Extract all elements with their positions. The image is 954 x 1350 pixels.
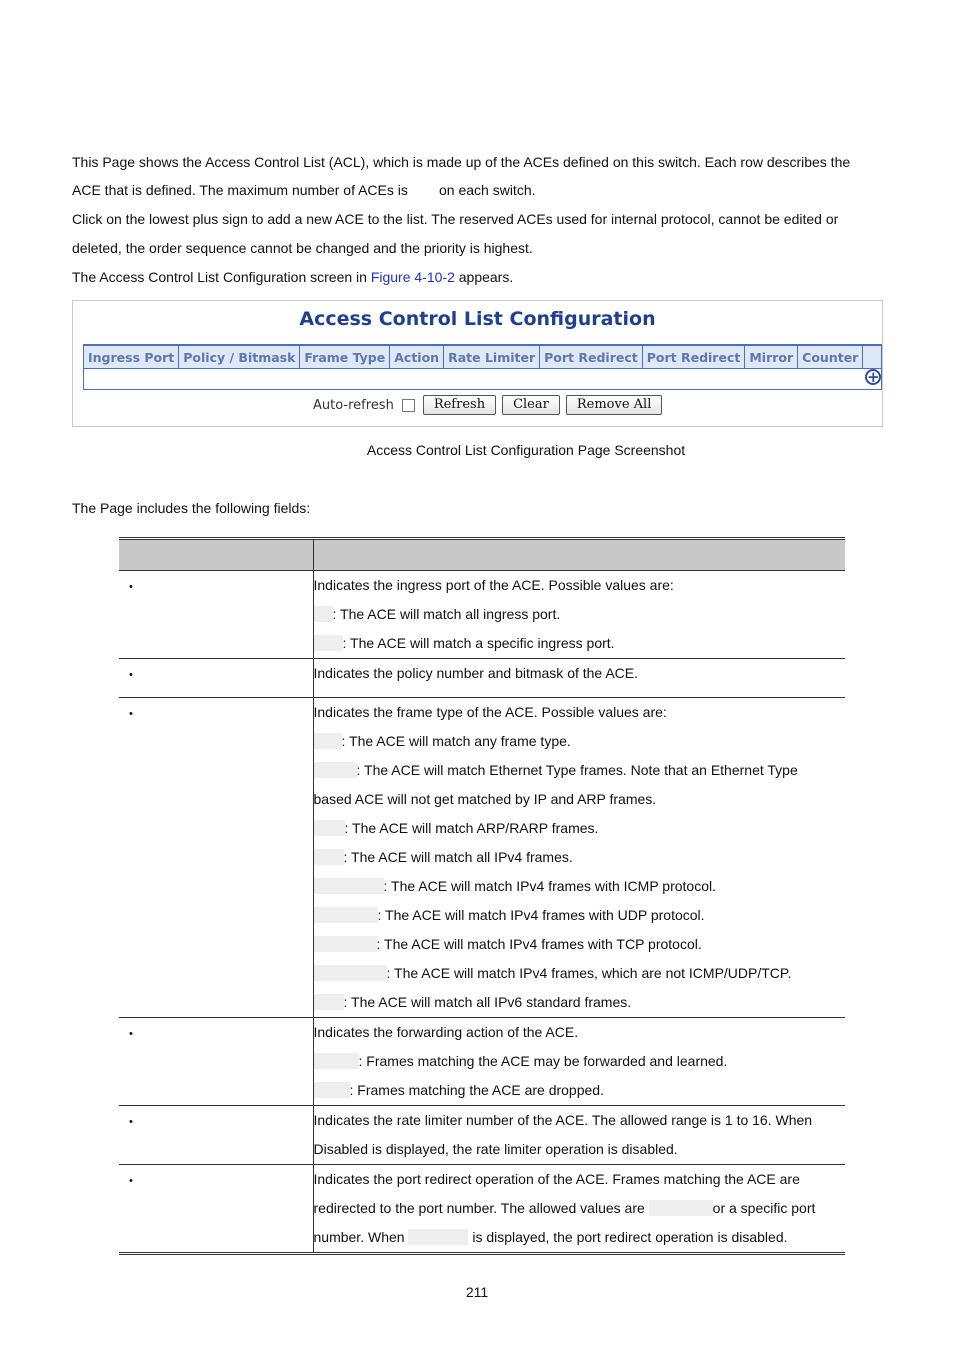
desc-line: : The ACE will match a specific ingress port. bbox=[314, 629, 846, 658]
table-row bbox=[119, 1106, 845, 1165]
intro-line-2: ACE that is defined. The maximum number of ACEs is on each switch. bbox=[72, 182, 536, 198]
value-highlight bbox=[314, 762, 357, 778]
col-frame-type: Frame Type bbox=[300, 345, 390, 369]
col-mirror: Mirror bbox=[745, 345, 798, 369]
value-highlight bbox=[314, 907, 378, 923]
value-highlight bbox=[314, 635, 343, 651]
value-highlight bbox=[314, 733, 342, 749]
intro-line-5 bbox=[72, 268, 513, 286]
col-rate-limiter: Rate Limiter bbox=[444, 345, 540, 369]
bullet-icon: • bbox=[129, 669, 133, 681]
col-ingress-port: Ingress Port bbox=[84, 345, 179, 369]
desc-line: : The ACE will match IPv4 frames, which are not ICMP/UDP/TCP. bbox=[314, 959, 846, 988]
value-highlight bbox=[314, 1082, 350, 1098]
desc-line: : The ACE will match IPv4 frames with UDP protocol. bbox=[314, 901, 846, 930]
object-cell bbox=[119, 1165, 313, 1254]
acl-title: Access Control List Configuration bbox=[299, 308, 656, 330]
value-highlight bbox=[314, 606, 333, 622]
table-row bbox=[119, 571, 845, 659]
object-cell bbox=[119, 1106, 313, 1165]
value-highlight bbox=[314, 820, 345, 836]
add-ace-plus-icon[interactable]: + bbox=[867, 368, 880, 386]
clear-button[interactable]: Clear bbox=[502, 395, 560, 415]
desc-line: redirected to the port number. The allowed values are or a specific port bbox=[313, 1200, 816, 1216]
desc-line: Indicates the forwarding action of the ACE. bbox=[313, 1024, 579, 1040]
table-row bbox=[119, 698, 845, 1018]
col-port-redirect-2: Port Redirect bbox=[642, 345, 745, 369]
intro-line-1: This Page shows the Access Control List (ACL), which is made up of the ACEs defined on this switch. Each row describes the bbox=[72, 154, 851, 170]
table-row bbox=[119, 1165, 845, 1254]
figure-caption: Access Control List Configuration Page Screenshot bbox=[366, 442, 686, 458]
intro-line-5-end: appears. bbox=[454, 269, 514, 285]
acl-table bbox=[83, 344, 882, 390]
bullet-icon: • bbox=[129, 581, 133, 593]
desc-line: : The ACE will match any frame type. bbox=[314, 727, 846, 756]
value-highlight bbox=[314, 994, 344, 1010]
description-header bbox=[313, 539, 845, 571]
value-highlight bbox=[314, 965, 387, 981]
object-header bbox=[119, 539, 313, 571]
desc-line: : The ACE will match all ingress port. bbox=[314, 600, 846, 629]
desc-line: Indicates the port redirect operation of the ACE. Frames matching the ACE are bbox=[313, 1171, 800, 1187]
desc-line: : The ACE will match all IPv6 standard frames. bbox=[314, 988, 846, 1017]
table-row bbox=[119, 659, 845, 698]
desc-line: Indicates the ingress port of the ACE. Possible values are: bbox=[313, 577, 674, 593]
bullet-icon: • bbox=[129, 1028, 133, 1040]
acl-add-row bbox=[84, 369, 882, 390]
col-add bbox=[863, 345, 882, 369]
desc-line: Disabled is displayed, the rate limiter operation is disabled. bbox=[313, 1141, 678, 1157]
value-highlight bbox=[408, 1229, 468, 1245]
description-cell bbox=[313, 659, 845, 698]
intro-line-4: deleted, the order sequence cannot be changed and the priority is highest. bbox=[72, 240, 533, 256]
desc-line: Indicates the frame type of the ACE. Possible values are: bbox=[313, 704, 667, 720]
description-cell bbox=[313, 1018, 845, 1106]
figure-link[interactable]: Figure 4-10-2 bbox=[370, 269, 455, 285]
desc-line: : The ACE will match ARP/RARP frames. bbox=[314, 814, 846, 843]
remove-all-button[interactable]: Remove All bbox=[566, 395, 663, 415]
bullet-icon: • bbox=[129, 1116, 133, 1128]
col-counter: Counter bbox=[798, 345, 863, 369]
value-highlight bbox=[314, 936, 377, 952]
table-row bbox=[119, 1018, 845, 1106]
description-cell bbox=[313, 571, 845, 659]
value-highlight bbox=[314, 849, 344, 865]
col-policy-bitmask: Policy / Bitmask bbox=[179, 345, 300, 369]
object-cell bbox=[119, 571, 313, 659]
desc-line: Indicates the rate limiter number of the ACE. The allowed range is 1 to 16. When bbox=[313, 1112, 813, 1128]
object-cell bbox=[119, 1018, 313, 1106]
desc-line: : The ACE will match IPv4 frames with ICMP protocol. bbox=[314, 872, 846, 901]
col-port-redirect-1: Port Redirect bbox=[540, 345, 643, 369]
fields-intro: The Page includes the following fields: bbox=[72, 500, 311, 516]
refresh-button[interactable]: Refresh bbox=[423, 395, 496, 415]
bullet-icon: • bbox=[129, 708, 133, 720]
acl-add-cell bbox=[84, 369, 882, 390]
desc-line: : The ACE will match all IPv4 frames. bbox=[314, 843, 846, 872]
acl-controls bbox=[313, 395, 668, 415]
desc-line: : Frames matching the ACE may be forwarded and learned. bbox=[314, 1047, 846, 1076]
acl-screenshot bbox=[72, 300, 883, 427]
description-cell bbox=[313, 1165, 845, 1254]
desc-line: based ACE will not get matched by IP and ARP frames. bbox=[313, 791, 657, 807]
object-cell bbox=[119, 659, 313, 698]
description-cell bbox=[313, 698, 845, 1018]
col-action: Action bbox=[390, 345, 444, 369]
intro-line-3: Click on the lowest plus sign to add a new ACE to the list. The reserved ACEs used for internal protocol, cannot be edited or bbox=[72, 211, 839, 227]
auto-refresh-label: Auto-refresh bbox=[313, 397, 394, 413]
desc-line: : The ACE will match IPv4 frames with TCP protocol. bbox=[314, 930, 846, 959]
desc-line: : The ACE will match Ethernet Type frames. Note that an Ethernet Type bbox=[314, 756, 846, 785]
page-number: 211 bbox=[465, 1284, 489, 1300]
fields-table bbox=[119, 537, 845, 1255]
bullet-icon: • bbox=[129, 1175, 133, 1187]
auto-refresh-checkbox[interactable] bbox=[402, 399, 415, 412]
description-cell bbox=[313, 1106, 845, 1165]
value-highlight bbox=[314, 878, 384, 894]
object-cell bbox=[119, 698, 313, 1018]
intro-line-5-text: The Access Control List Configuration screen in bbox=[72, 269, 371, 285]
value-highlight bbox=[314, 1053, 359, 1069]
desc-line: number. When is displayed, the port redirect operation is disabled. bbox=[313, 1229, 788, 1245]
desc-line: Indicates the policy number and bitmask of the ACE. bbox=[313, 665, 639, 681]
value-highlight bbox=[649, 1200, 713, 1216]
desc-line: : Frames matching the ACE are dropped. bbox=[314, 1076, 846, 1105]
